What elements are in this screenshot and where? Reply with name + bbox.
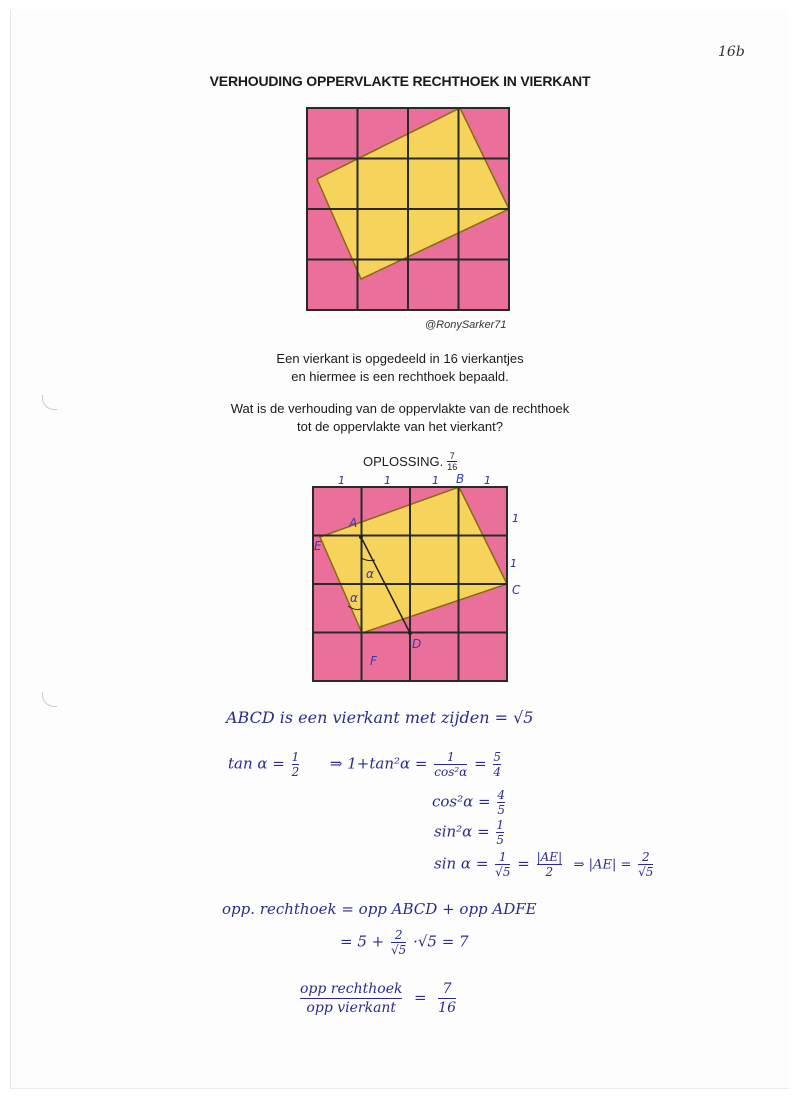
hw-den: √5 (495, 865, 511, 879)
hw-line-8 (298, 980, 458, 1017)
angle-label-alpha: α (350, 591, 358, 605)
point-label-A: A (349, 516, 358, 530)
hw-num: 1 (498, 850, 507, 864)
point-label-C: C (512, 583, 521, 597)
hw-text: ⇒ |AE| = (573, 857, 632, 873)
problem-line: en hiermee is een rechthoek bepaald. (291, 369, 509, 384)
hw-line-2 (228, 750, 503, 779)
hw-text: = (517, 854, 530, 873)
hw-den: 5 (497, 803, 506, 817)
hw-text: = 5 + (340, 932, 385, 951)
hw-fraction (495, 850, 510, 879)
hw-text: sin²α = (434, 822, 490, 841)
point-D-dot (408, 631, 412, 635)
hw-den: 16 (438, 1000, 456, 1016)
hw-text: = (474, 754, 487, 773)
hw-line-1: ABCD is een vierkant met zijden = √5 (226, 708, 534, 727)
hw-den: 2 (291, 765, 300, 779)
solution-denominator: 16 (447, 462, 458, 472)
hw-fraction (493, 750, 501, 779)
hw-line-5 (434, 850, 655, 879)
hw-den: √5 (638, 865, 654, 879)
hw-text: tan α = (228, 754, 285, 773)
hw-num: 4 (497, 788, 506, 802)
hw-den: cos²α (434, 765, 468, 779)
point-label-F: F (370, 654, 377, 668)
problem-line: tot de oppervlakte van het vierkant? (297, 419, 503, 434)
hw-text: ·√5 = 7 (413, 932, 469, 951)
hw-num: opp rechthoek (300, 981, 403, 997)
hw-den: 4 (493, 765, 502, 779)
hw-line-3 (432, 788, 507, 817)
hw-den: 5 (496, 833, 505, 847)
hw-line-4 (434, 818, 506, 847)
solution-numerator: 7 (449, 451, 455, 461)
hw-num: 1 (446, 750, 455, 764)
page-title: VERHOUDING OPPERVLAKTE RECHTHOEK IN VIERKANT (209, 73, 591, 89)
hw-fraction (537, 850, 563, 879)
hw-num: 5 (493, 750, 502, 764)
hw-den: 2 (545, 865, 554, 879)
hw-num: 1 (496, 818, 505, 832)
page-number: 16b (718, 44, 745, 60)
unit-label: 1 (432, 474, 439, 487)
hw-fraction (496, 818, 504, 847)
unit-label: 1 (512, 512, 519, 525)
hw-fraction (434, 750, 467, 779)
point-label-E: E (314, 539, 322, 553)
hw-num: 2 (394, 928, 403, 942)
unit-label: 1 (510, 557, 517, 570)
unit-label: 1 (384, 474, 391, 487)
hw-num: 2 (641, 850, 650, 864)
credit-watermark: @RonySarker71 (425, 319, 507, 331)
hw-fraction (497, 788, 505, 817)
problem-line: Wat is de verhouding van de oppervlakte van de rechthoek (230, 401, 570, 416)
hw-fraction (300, 980, 402, 1017)
point-A-dot (359, 535, 363, 539)
angle-label-alpha: α (366, 567, 374, 581)
hw-text: sin α = (434, 854, 489, 873)
hw-den: opp vierkant (306, 1000, 397, 1016)
hw-fraction (391, 928, 406, 957)
hw-fraction (638, 850, 653, 879)
hw-fraction (292, 750, 300, 779)
hw-text: cos²α = (432, 792, 491, 811)
hw-line-7 (340, 928, 469, 957)
problem-line: Een vierkant is opgedeeld in 16 vierkantjes (276, 351, 524, 366)
point-label-B: B (456, 472, 465, 486)
unit-label: 1 (484, 474, 491, 487)
unit-label: 1 (338, 474, 345, 487)
point-label-D: D (412, 637, 422, 651)
hw-text: ⇒ 1+tan²α = (329, 754, 428, 773)
hw-num: |AE| (536, 850, 563, 864)
hw-line-6: opp. rechthoek = opp ABCD + opp ADFE (222, 900, 537, 918)
hw-text: = (414, 988, 427, 1007)
hw-num: 7 (442, 981, 452, 997)
hw-fraction (438, 980, 456, 1017)
hw-den: √5 (391, 943, 407, 957)
hw-num: 1 (291, 750, 300, 764)
solution-label: OPLOSSING. (363, 454, 444, 469)
